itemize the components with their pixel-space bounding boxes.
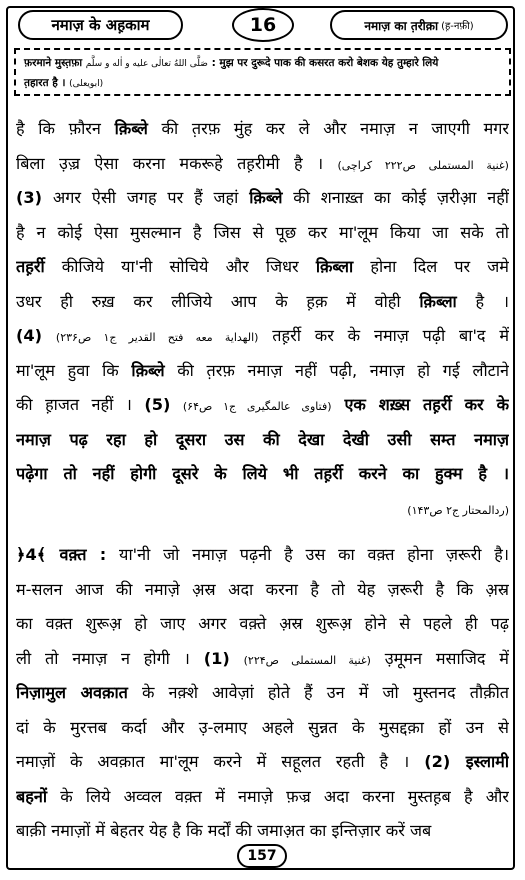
text-segment: है । (456, 291, 509, 311)
footer-page-number: 157 (247, 848, 277, 864)
text-segment (42, 326, 56, 345)
text-segment: की शनाख़्त का कोई ज़रीआ़ नहीं (282, 188, 509, 207)
book-title-badge (18, 10, 183, 40)
header-page-number-badge (232, 8, 294, 42)
text-line (16, 573, 509, 608)
bold-text: (4) (16, 326, 43, 345)
text-segment: की त़रफ़ मुंह कर ले और नमाज़ न जाएगी मगर (147, 119, 509, 138)
text-segment (230, 649, 244, 668)
bold-text: क़िब्ले (249, 188, 283, 207)
text-line (16, 250, 509, 285)
text-segment: मा'लूम हुवा कि (16, 360, 132, 380)
body-text (16, 112, 509, 849)
text-segment: तह़र्री कर के नमाज़ पढ़ी बा'द में (258, 326, 509, 345)
text-line (16, 354, 509, 389)
hadith-quote-box (14, 48, 511, 96)
text-segment: है कि फ़ौरन (16, 119, 115, 138)
text-segment: की त़रफ़ नमाज़ नहीं पढ़ी, नमाज़ हो गई लौटाने (164, 360, 509, 380)
arabic-reference: (الهداية معه فتح القدير ج۱ ص۲۳۶) (55, 331, 259, 344)
chapter-subtitle: (ह़-नफ़ी) (441, 21, 474, 32)
text-line (16, 642, 509, 677)
text-segment: या'नी जो नमाज़ पढ़नी है उस का वक़्त होना ज़रूरी है। (106, 545, 509, 564)
text-line (16, 711, 509, 746)
text-segment: अगर ऐसी जगह पर हैं जहां (42, 188, 250, 207)
text-segment: उधर ही रुख़ कर लीजिये आप के ह़क़ में वोही (16, 291, 420, 311)
text-segment: है न कोई ऐसा मुसल्मान है जिस से पूछ कर मा'लूम किया जा सके तो (16, 222, 509, 242)
arabic-reference: (غنية المستملی ص۲۲۴) (243, 653, 371, 667)
text-line (16, 745, 509, 780)
text-line (16, 388, 509, 423)
text-segment: पढ़ेगा तो नहीं होगी दूसरे के लिये भी तह़र्री करने का हुक्म है । (16, 464, 509, 483)
text-segment: बिला उ़ज़्र ऐसा करना मकरूहे तह़रीमी है । (16, 153, 338, 173)
bold-text: ﴿4﴾ वक़्त : (16, 545, 107, 564)
bold-text: क़िब्ले (114, 119, 148, 138)
text-line (16, 607, 509, 642)
arabic-reference: (فتاوی عالمگیری ج۱ ص۶۴) (182, 400, 332, 413)
text-segment: होना दिल पर जमे (353, 257, 509, 276)
bold-text: तह़र्री (16, 257, 45, 276)
text-segment: कीजिये या'नी सोचिये और जिधर (44, 257, 316, 276)
arabic-reference: (غنية المستملی ص۲۲۲ کراچی) (337, 158, 509, 172)
quote-text: : मुझ पर दुरूदे पाक की कसरत करो बेशक येह तुम्हारे लिये (211, 57, 439, 69)
text-line (16, 780, 509, 815)
text-line (16, 112, 509, 147)
text-line (16, 423, 509, 458)
quote-arabic-salutation: صَلَّى اللهُ تعالٰى عليه و اٰله و سلَّم (85, 59, 208, 69)
text-line (16, 457, 509, 492)
quote-label: फ़रमाने मुस्त़फ़ा (24, 57, 83, 69)
text-line (16, 676, 509, 711)
text-segment: का वक़्त शुरूअ़ हो जाए अगर वक़्ते अ़स्र शुरूअ़ होने से पहले ही पढ़ (16, 614, 509, 633)
text-segment: के नक़्शे आवेज़ां होते हैं उन में जो मुस्तनद तौक़ीत (127, 683, 509, 702)
text-line (16, 285, 509, 320)
text-segment: दां के मुरत्तब कर्दा और उ़-लमाए अहले सुन्नत के मुसद्दक़ा हों उन से (16, 717, 509, 737)
text-line (16, 216, 509, 251)
arabic-reference: (ردالمحتار ج۲ ص۱۴۳) (407, 503, 509, 517)
chapter-title: नमाज़ का त़रीक़ा (364, 18, 439, 33)
text-segment: बाक़ी नमाज़ों में बेहतर येह है कि मर्दों की जमाअ़त का इन्तिज़ार करें जब (16, 821, 432, 840)
footer-page-number-badge (237, 844, 287, 868)
header-page-number: 16 (249, 14, 277, 36)
text-segment: नमाज़ पढ़ रहा हो दूसरा उस की देखा देखी उसी सम्त नमाज़ (16, 429, 509, 449)
bold-text: निज़ामुल अवक़ात (16, 683, 128, 702)
bold-text: (1) (203, 648, 230, 668)
section-divider-space (16, 526, 509, 538)
text-line (16, 492, 509, 527)
bold-text: क़िब्ला (419, 291, 457, 311)
bold-text: क़िब्ले (131, 360, 165, 380)
text-segment: उ़मूमन मसाजिद में (370, 648, 509, 668)
text-segment: म-सलन आज की नमाज़े अ़स्र अदा करना है तो येह ज़रूरी है कि अ़स्र (16, 579, 509, 599)
text-line (16, 538, 509, 573)
bold-text: (2) इस्लामी (424, 752, 509, 771)
quote-source: (ابویعلی) (69, 79, 104, 89)
bold-text: क़िब्ला (315, 257, 354, 276)
bold-text: बहनों (16, 786, 48, 806)
text-line (16, 319, 509, 354)
quote-text-2: त़हारत है । (24, 77, 66, 89)
text-line (16, 147, 509, 182)
text-line (16, 181, 509, 216)
bold-text: (3) (16, 188, 43, 207)
bold-text: (5) एक शख़्स तह़र्री कर के (144, 395, 509, 414)
chapter-title-badge (330, 10, 508, 40)
text-segment: की ह़ाजत नहीं । (16, 395, 145, 414)
page-header (0, 8, 525, 44)
text-segment (170, 395, 182, 414)
text-segment: के लिये अव्वल वक़्त में नमाज़े फ़ज्र अदा करना मुस्तह़ब है और (47, 786, 509, 806)
text-segment: नमाज़ों के अवक़ात मा'लूम करने में सहूलत रहती है । (16, 752, 425, 771)
text-segment: ली तो नमाज़ न होगी । (16, 648, 204, 668)
book-title: नमाज़ के अह़काम (51, 16, 150, 34)
